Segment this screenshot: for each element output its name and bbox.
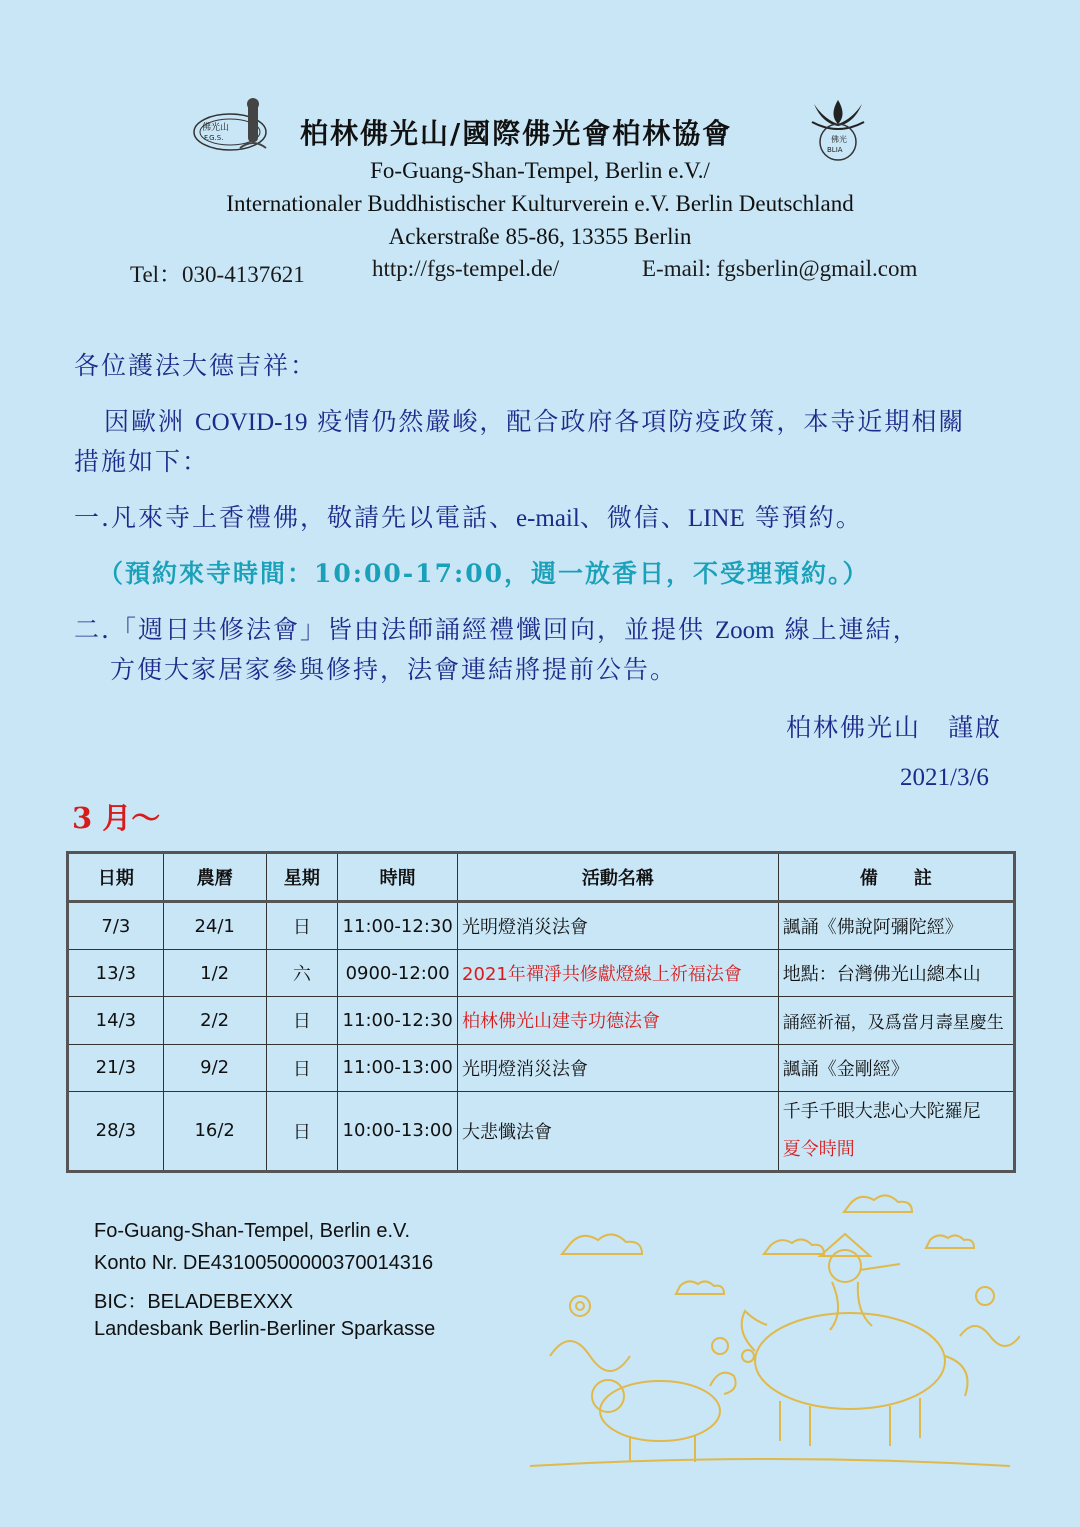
month-title: 3 月～ — [72, 801, 161, 835]
cell-note: 諷誦《金剛經》 — [778, 1044, 1014, 1091]
cell-weekday: 日 — [266, 1044, 338, 1091]
bank-konto: Konto Nr. DE43100500000370014316 — [94, 1252, 434, 1274]
cell-event: 柏林佛光山建寺功德法會 — [458, 997, 779, 1044]
letter-paragraph-line2: 措施如下： — [74, 447, 210, 476]
cell-time: 0900-12:00 — [338, 950, 458, 997]
table-header-row — [68, 853, 1015, 902]
item1-line: LINE — [687, 505, 745, 532]
schedule-table — [66, 851, 1016, 1173]
cell-lunar: 9/2 — [163, 1044, 266, 1091]
table-row — [68, 997, 1015, 1044]
cell-time: 11:00-12:30 — [338, 902, 458, 950]
cell-lunar: 1/2 — [163, 950, 266, 997]
item1-pre: 一.凡來寺上香禮佛，敬請先以電話、 — [74, 503, 516, 532]
para1-post: 疫情仍然嚴峻，配合政府各項防疫政策，本寺近期相關 — [317, 407, 966, 436]
table-row — [68, 950, 1015, 997]
cell-time: 11:00-12:30 — [338, 997, 458, 1044]
cell-weekday: 日 — [266, 1091, 338, 1171]
cell-date: 13/3 — [68, 950, 164, 997]
header-address: Ackerstraße 85-86, 13355 Berlin — [388, 224, 692, 249]
cell-note: 諷誦《佛說阿彌陀經》 — [778, 902, 1014, 950]
header-title: 柏林佛光山/國際佛光會柏林協會 — [300, 117, 733, 150]
col-header-weekday: 星期 — [266, 853, 338, 902]
col-header-date: 日期 — [68, 853, 164, 902]
para1-pre: 因歐洲 — [104, 407, 186, 436]
cell-lunar: 24/1 — [163, 902, 266, 950]
bank-account-name: Fo-Guang-Shan-Tempel, Berlin e.V. — [94, 1220, 411, 1242]
header-org-name: Fo-Guang-Shan-Tempel, Berlin e.V./ — [370, 158, 710, 183]
letter-item2-line1 — [74, 610, 920, 646]
cell-event: 光明燈消災法會 — [458, 902, 779, 950]
svg-text:BLIA: BLIA — [827, 146, 843, 154]
col-header-time: 時間 — [338, 853, 458, 902]
cell-date: 14/3 — [68, 997, 164, 1044]
letter-item1 — [74, 498, 863, 534]
bank-name: Landesbank Berlin-Berliner Sparkasse — [94, 1318, 436, 1340]
cell-lunar: 16/2 — [163, 1091, 266, 1171]
cell-note: 地點：台灣佛光山總本山 — [778, 950, 1014, 997]
item2-pre: 二.「週日共修法會」皆由法師誦經禮懺回向，並提供 — [74, 615, 705, 644]
letter-item2-line2: 方便大家居家參與修持，法會連結將提前公告。 — [110, 655, 678, 684]
cell-note: 誦經祈福，及爲當月壽星慶生 — [778, 997, 1014, 1044]
cell-weekday: 日 — [266, 997, 338, 1044]
item2-zoom: Zoom — [714, 617, 775, 644]
cell-weekday: 日 — [266, 902, 338, 950]
letter-paragraph-line1 — [104, 402, 965, 438]
cell-date: 7/3 — [68, 902, 164, 950]
col-header-note: 備 註 — [778, 853, 1014, 902]
note-line-2: 夏令時間 — [782, 1138, 855, 1160]
header-org-full-name: Internationaler Buddhistischer Kulturverein e.V. Berlin Deutschland — [226, 191, 854, 216]
cell-date: 21/3 — [68, 1044, 164, 1091]
table-row — [68, 902, 1015, 950]
cell-event: 光明燈消災法會 — [458, 1044, 779, 1091]
cell-event: 大悲懺法會 — [458, 1091, 779, 1171]
header-email-link[interactable]: E-mail: fgsberlin@gmail.com — [642, 256, 918, 281]
svg-text:佛光山: 佛光山 — [202, 123, 230, 133]
letter-greeting: 各位護法大德吉祥： — [74, 351, 318, 380]
item2-post: 線上連結， — [784, 615, 920, 644]
cell-event: 2021年禪淨共修獻燈線上祈福法會 — [458, 950, 779, 997]
svg-text:F.G.S.: F.G.S. — [204, 134, 224, 142]
bank-bic: BIC：BELADEBEXXX — [94, 1291, 293, 1313]
cell-note — [778, 1091, 1014, 1171]
letter-signature: 柏林佛光山 謹啟 — [786, 713, 1003, 742]
cell-time: 10:00-13:00 — [338, 1091, 458, 1171]
svg-text:佛光: 佛光 — [831, 135, 847, 144]
cell-weekday: 六 — [266, 950, 338, 997]
letter-item1-note: （預約來寺時間：10:00-17:00，週一放香日，不受理預約。） — [98, 559, 870, 588]
col-header-event: 活動名稱 — [458, 853, 779, 902]
cell-date: 28/3 — [68, 1091, 164, 1171]
note-line-1: 千手千眼大悲心大陀羅尼 — [782, 1100, 981, 1122]
item1-email: e-mail — [515, 505, 580, 532]
table-row — [68, 1044, 1015, 1091]
cell-lunar: 2/2 — [163, 997, 266, 1044]
blia-logo — [806, 96, 870, 162]
letter-date: 2021/3/6 — [900, 764, 989, 791]
item1-post: 等預約。 — [754, 503, 863, 532]
ox-cloud-illustration — [520, 1186, 1020, 1486]
para1-covid: COVID-19 — [194, 409, 308, 436]
header-website-link[interactable]: http://fgs-tempel.de/ — [372, 256, 560, 281]
header-tel: Tel：030-4137621 — [130, 262, 305, 287]
item1-mid: 、微信、 — [579, 503, 688, 532]
cell-time: 11:00-13:00 — [338, 1044, 458, 1091]
fgs-logo — [192, 94, 292, 158]
table-row — [68, 1091, 1015, 1171]
col-header-lunar: 農曆 — [163, 853, 266, 902]
